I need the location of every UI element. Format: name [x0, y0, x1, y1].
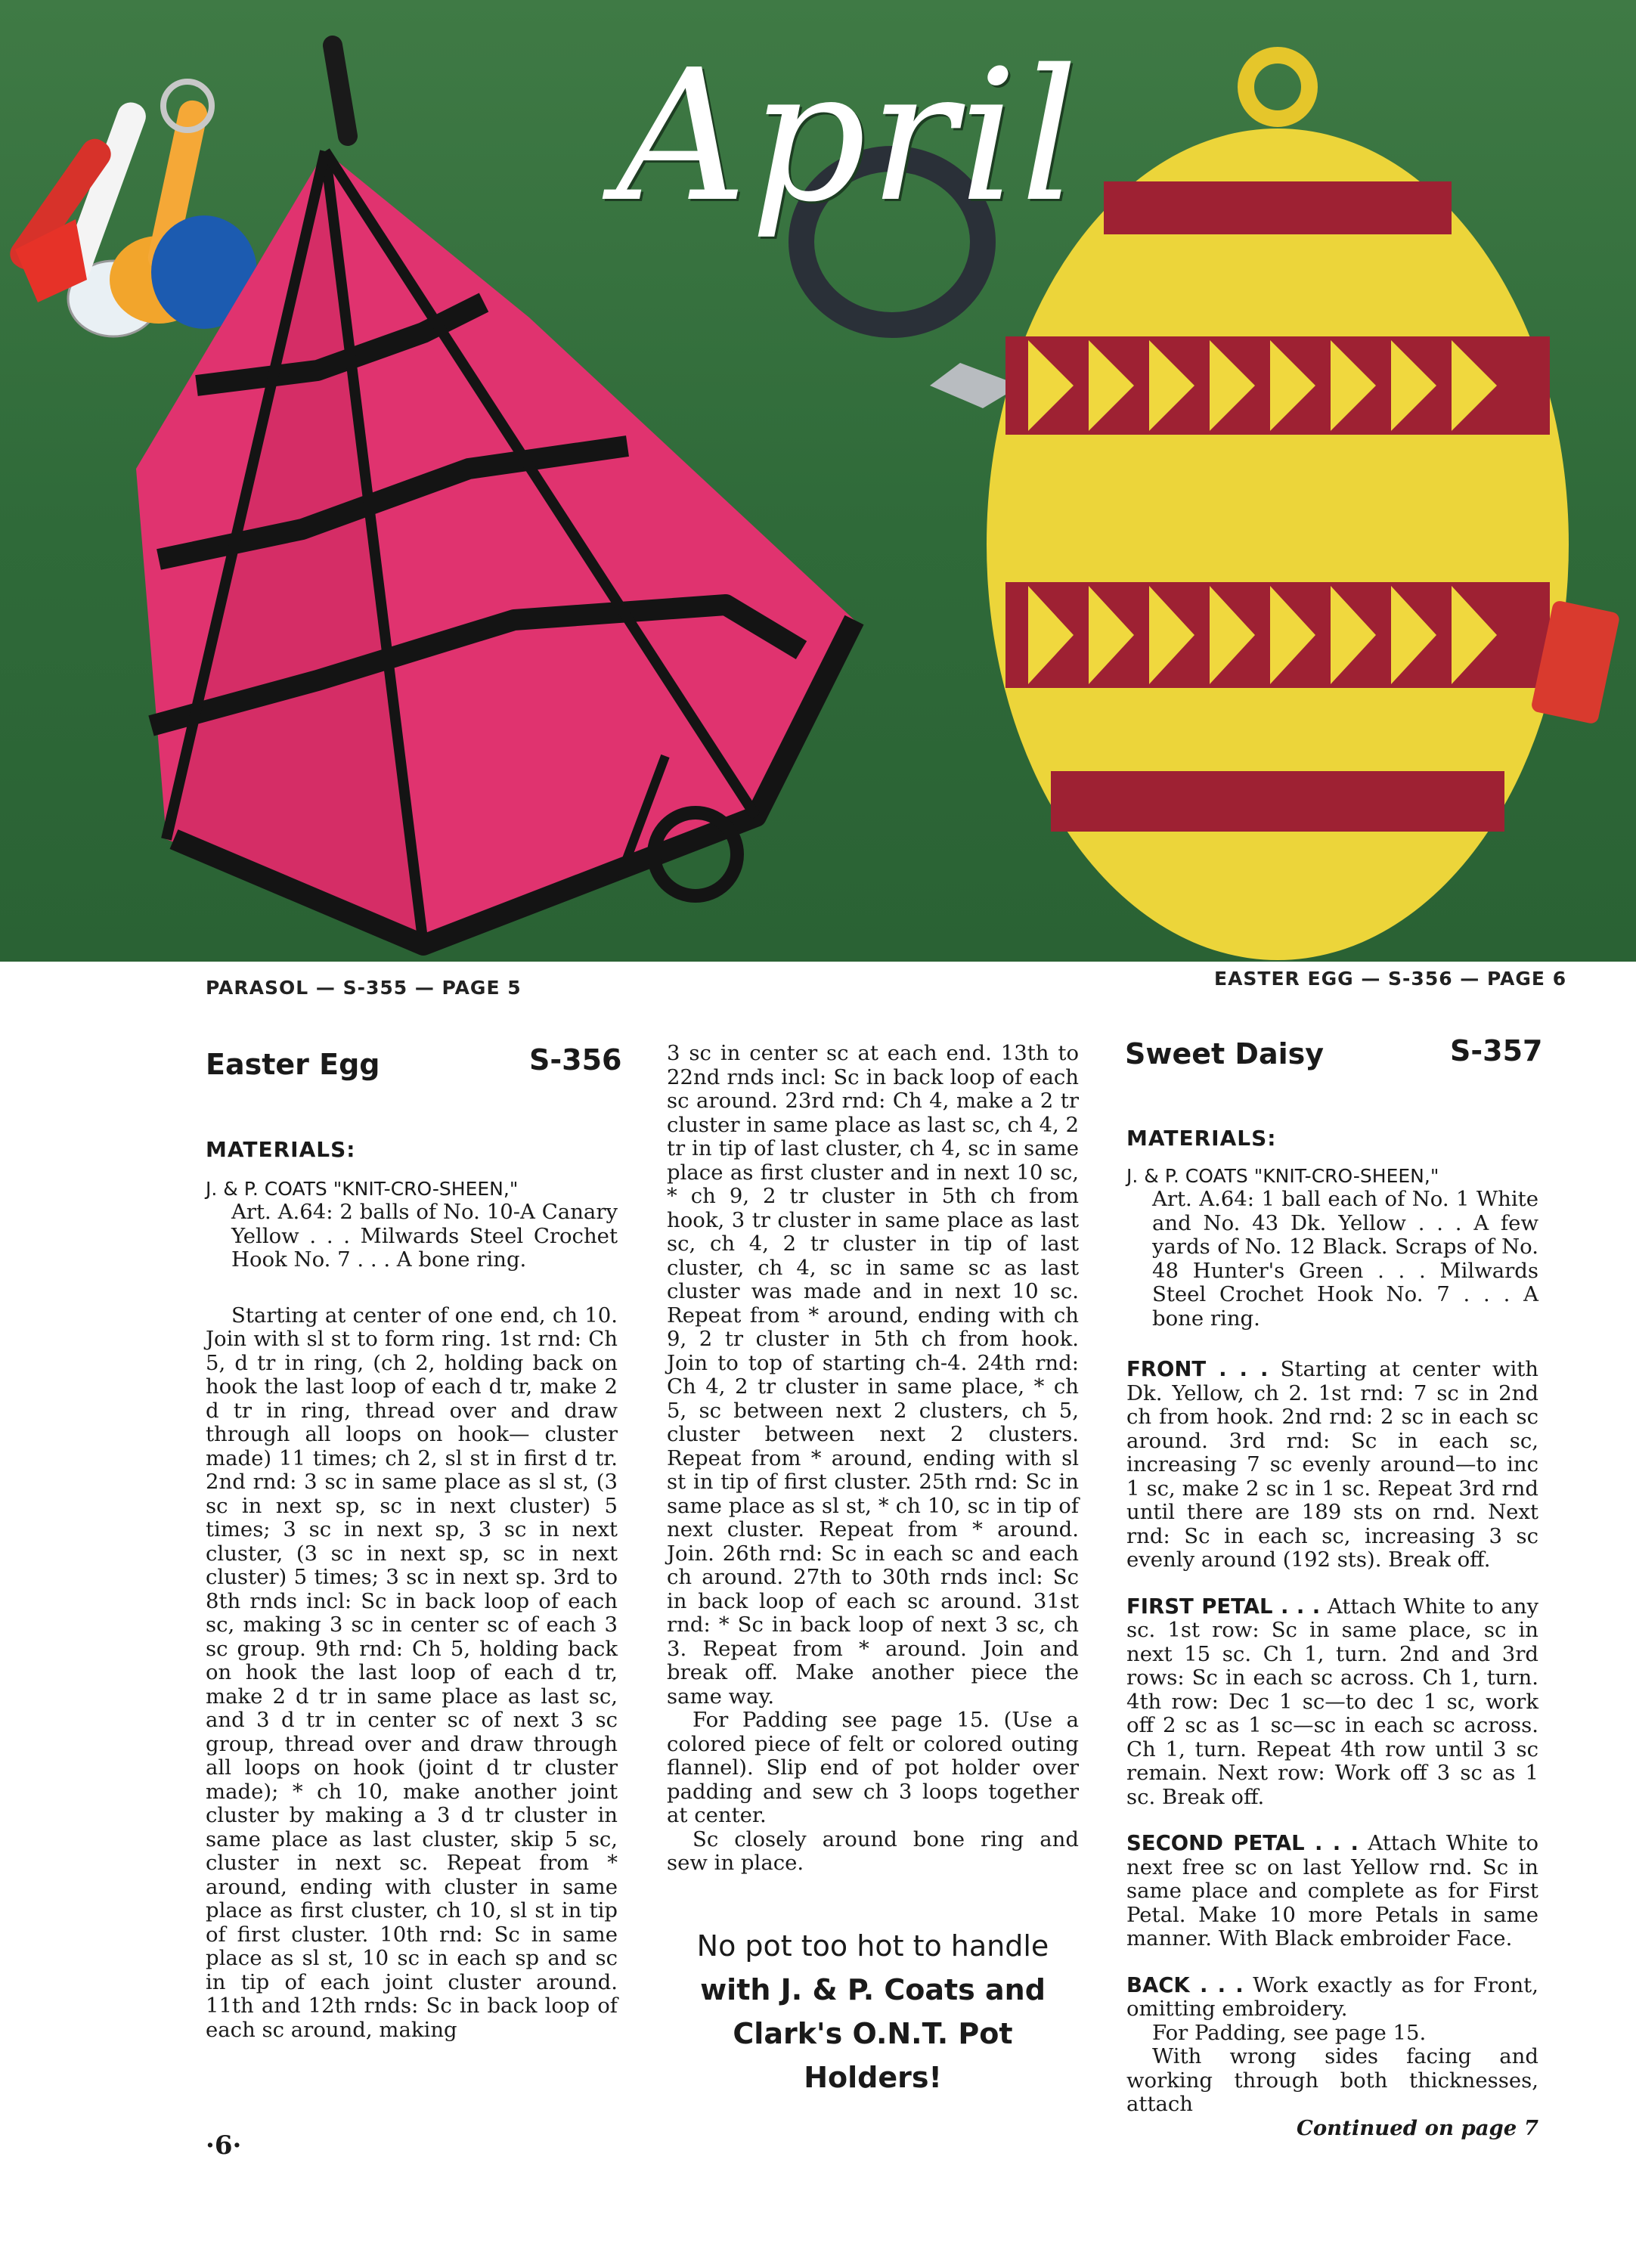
cover-photo [0, 0, 1636, 962]
easter-egg-padding: For Padding see page 15. (Use a colored piece of felt or colored outing flannel). Slip end of pot holder over padding and sew ch 3 loops together at center. [667, 1708, 1079, 1827]
easter-egg-materials-brand: J. & P. COATS "KNIT-CRO-SHEEN," [206, 1177, 519, 1200]
first-petal-heading: FIRST PETAL . . . [1126, 1594, 1321, 1619]
easter-egg-potholder-image [987, 55, 1620, 960]
front-text: Starting at center with Dk. Yellow, ch 2. 1st rnd: 7 sc in 2nd ch from hook. 2nd rnd: 2 sc in each sc around. 3rd rnd: Sc in each sc, increasing 7 sc evenly around—to inc 1 sc, make 2 sc in 1 sc. Repeat 3rd rnd until there are 189 sts on rnd. Next rnd: Sc in each sc, increasing 3 sc evenly around (192 sts). Break off. [1126, 1357, 1538, 1572]
month-title: April [616, 30, 1082, 242]
front-heading: FRONT . . . [1126, 1357, 1269, 1381]
measuring-spoons-image [5, 82, 257, 336]
easter-egg-finish: Sc closely around bone ring and sew in place. [667, 1826, 1079, 1875]
sweet-daisy-materials-brand: J. & P. COATS "KNIT-CRO-SHEEN," [1126, 1164, 1439, 1187]
easter-egg-materials-text: Art. A.64: 2 balls of No. 10-A Canary Yellow . . . Milwards Steel Crochet Hook No. 7 . . . A bone ring. [231, 1200, 618, 1272]
continued-note: Continued on page 7 [1296, 2115, 1538, 2140]
ad-line-3: Clark's O.N.T. Pot Holders! [733, 2017, 1013, 2094]
sweet-daisy-attach: With wrong sides facing and working through both thicknesses, attach [1126, 2044, 1538, 2116]
sweet-daisy-title: Sweet Daisy [1125, 1037, 1325, 1070]
easter-egg-materials-heading: MATERIALS: [206, 1137, 356, 1162]
easter-egg-instructions-continued: 3 sc in center sc at each end. 13th to 22nd rnds incl: Sc in back loop of each sc around. 23rd rnd: Ch 4, make a 2 tr cluster in same place as last sc, ch 4, 2 tr in tip of last cluster, ch 4, sc in same place as first cluster and in next 10 sc, * ch 9, 2 tr cluster in 5th ch from hook, 3 tr cluster in same place as last sc, ch 4, 2 tr cluster in tip of last cluster, ch 4, sc in same sc as last cluster was made and in next 10 sc. Repeat from * around, ending with ch 9, 2 tr cluster in 5th ch from hook. Join to top of starting ch-4. 24th rnd: Ch 4, 2 tr cluster in same place, * ch 5, sc between next 2 clusters, ch 5, cluster between next 2 clusters. Repeat from * around, ending with sl st in tip of first cluster. 25th rnd: Sc in same place as sl st, * ch 10, sc in tip of next cluster. Repeat from * around. Join. 26th rnd: Sc in each sc and each ch around. 27th to 30th rnds incl: Sc in back loop of each sc around. 31st rnd: * Sc in back loop of next 3 sc, ch 3. Repeat from * around. Join and break off. Make another piece the same way. [667, 1041, 1079, 1709]
easter-egg-instructions: Starting at center of one end, ch 10. Join with sl st to form ring. 1st rnd: Ch 5, d tr in ring, (ch 2, holding back on hook the last loop of each d tr, make 2 d tr in ring, thread over and draw through all loops on hook— cluster made) 11 times; ch 2, sl st in first d tr. 2nd rnd: 3 sc in same place as sl st, (3 sc in next sp, sc in next cluster) 5 times; 3 sc in next sp, 3 sc in next cluster, (3 sc in next sp, sc in next cluster) 5 times; 3 sc in next sp. 3rd to 8th rnds incl: Sc in back loop of each sc, making 3 sc in center sc of each 3 sc group. 9th rnd: Ch 5, holding back on hook the last loop of each d tr, make 2 d tr in same place as last sc, and 3 d tr in center sc of next 3 sc group, thread over and draw through all loops on hook (joint d tr cluster made); * ch 10, make another joint cluster by making a 3 d tr cluster in same place as last cluster, skip 5 sc, cluster in next sc. Repeat from * around, ending with cluster in same place as first cluster, ch 10, sl st in tip of first cluster. 10th rnd: Sc in same place as sl st, 10 sc in each sp and sc in tip of each joint cluster around. 11th and 12th rnds: Sc in back loop of each sc around, making [206, 1303, 618, 2042]
advertisement [667, 1924, 1079, 2099]
sweet-daisy-materials-heading: MATERIALS: [1126, 1126, 1277, 1151]
easter-egg-code: S-356 [529, 1043, 622, 1077]
easter-egg-column-2 [667, 1042, 1079, 1876]
parasol-caption: PARASOL — S-355 — PAGE 5 [206, 977, 522, 999]
second-petal-heading: SECOND PETAL . . . [1126, 1831, 1359, 1855]
easter-egg-column-1 [206, 1138, 618, 2042]
sweet-daisy-materials-text: Art. A.64: 1 ball each of No. 1 White and No. 43 Dk. Yellow . . . A few yards of No. 12 Black. Scraps of No. 48 Hunter's Green . . . Milwards Steel Crochet Hook No. 7 . . . A bone ring. [1152, 1187, 1538, 1331]
ad-line-1: No pot too hot to handle [696, 1929, 1049, 1963]
easter-egg-caption: EASTER EGG — S-356 — PAGE 6 [1214, 968, 1567, 990]
easter-egg-title: Easter Egg [206, 1048, 380, 1081]
ad-line-2: with J. & P. Coats and [700, 1973, 1046, 2006]
second-petal-text: Attach White to next free sc on last Yellow rnd. Sc in same place and complete as for First Petal. Make 10 more Petals in same manner. With Black embroider Face. [1126, 1831, 1538, 1950]
sweet-daisy-padding: For Padding, see page 15. [1152, 2020, 1427, 2045]
back-text: Work exactly as for Front, omitting embroidery. [1126, 1972, 1538, 2021]
sweet-daisy-code: S-357 [1450, 1034, 1543, 1067]
sweet-daisy-column [1126, 1126, 1538, 2140]
first-petal-text: Attach White to any sc. 1st row: Sc in same place, sc in next 15 sc. Ch 1, turn. 2nd and 3rd rows: Sc in each sc across. Ch 1, turn. 4th row: Dec 1 sc—to dec 1 sc, work off 2 sc as 1 sc—sc in each sc across. Ch 1, turn. Repeat 4th row until 3 sc remain. Next row: Work off 3 sc as 1 sc. Break off. [1126, 1594, 1538, 1809]
back-heading: BACK . . . [1126, 1972, 1244, 1997]
page-number: ·6· [206, 2130, 242, 2161]
